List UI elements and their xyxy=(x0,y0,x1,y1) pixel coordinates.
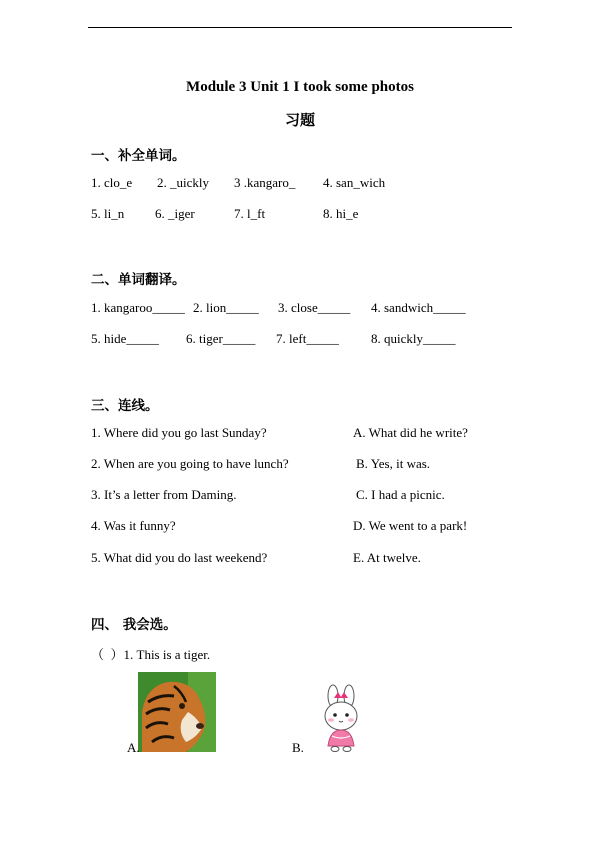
match-question: 1. Where did you go last Sunday? xyxy=(91,425,267,440)
translate-item: 6. tiger_____ xyxy=(186,331,256,346)
translate-item: 2. lion_____ xyxy=(193,300,259,315)
option-b-label: B. xyxy=(292,740,304,755)
option-a-label: A. xyxy=(127,740,140,755)
match-question: 4. Was it funny? xyxy=(91,518,176,533)
match-question: 5. What did you do last weekend? xyxy=(91,550,268,565)
fill-word-item: 1. clo_e xyxy=(91,175,133,190)
match-answer: E. At twelve. xyxy=(353,550,421,565)
fill-word-item: 6. _iger xyxy=(155,206,195,221)
top-rule xyxy=(88,27,512,28)
translate-item: 5. hide_____ xyxy=(91,331,159,346)
translate-item: 8. quickly_____ xyxy=(371,331,456,346)
match-answer: A. What did he write? xyxy=(353,425,468,440)
match-question: 2. When are you going to have lunch? xyxy=(91,456,289,471)
translate-item: 4. sandwich_____ xyxy=(371,300,466,315)
fill-word-item: 4. san_wich xyxy=(323,175,386,190)
match-answer: B. Yes, it was. xyxy=(356,456,431,471)
translate-item: 3. close_____ xyxy=(278,300,351,315)
fill-word-item: 8. hi_e xyxy=(323,206,359,221)
tiger-image xyxy=(138,672,216,752)
translate-item: 7. left_____ xyxy=(276,331,339,346)
document-subtitle: 习题 xyxy=(284,111,315,129)
match-question: 3. It’s a letter from Daming. xyxy=(91,487,237,502)
document-title: Module 3 Unit 1 I took some photos xyxy=(186,79,414,95)
rabbit-image xyxy=(318,684,364,754)
match-answer: C. I had a picnic. xyxy=(356,487,445,502)
section3-heading: 三、连线。 xyxy=(91,398,159,414)
section1-heading: 一、补全单词。 xyxy=(91,148,186,164)
translate-item: 1. kangaroo_____ xyxy=(91,300,185,315)
fill-word-item: 3 .kangaro_ xyxy=(234,175,296,190)
fill-word-item: 2. _uickly xyxy=(157,175,209,190)
choice-question: （ ）1. This is a tiger. xyxy=(91,647,211,662)
fill-word-item: 5. li_n xyxy=(91,206,125,221)
section2-heading: 二、单词翻译。 xyxy=(91,272,186,288)
section4-heading: 四、 我会选。 xyxy=(91,617,177,633)
fill-word-item: 7. l_ft xyxy=(234,206,266,221)
match-answer: D. We went to a park! xyxy=(353,518,468,533)
